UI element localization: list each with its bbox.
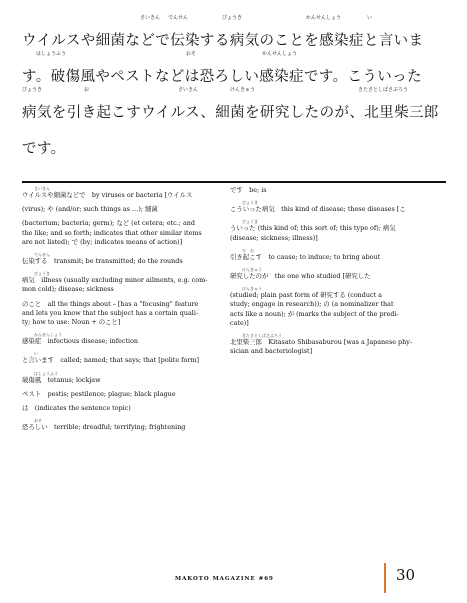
vocab-term: 北里柴三郎 [230, 338, 262, 347]
passage-line [22, 122, 442, 158]
furigana: びょうき [222, 15, 243, 21]
vocab-term: と言います [22, 356, 54, 365]
vocab-definition: called; named; that says; that [polite form] [60, 356, 199, 365]
vocab-definition: all the things about – [has a "focusing" feature [47, 299, 199, 308]
vocab-line [230, 186, 445, 195]
page-number: 30 [396, 566, 416, 584]
passage-text: ウイルスや細菌などで伝染する病気のことを感染症と言いま [22, 33, 424, 49]
furigana: びょうき [22, 87, 43, 93]
vocab-term: 伝染する [22, 257, 48, 266]
furigana: い [367, 15, 373, 21]
vocab-definition: be; is [249, 186, 267, 194]
vocab-term: です [230, 186, 243, 194]
section-divider [22, 181, 446, 183]
vocab-term: 破傷風 [22, 375, 42, 384]
page-accent-bar [384, 563, 386, 593]
vocab-line [230, 253, 445, 262]
vocab-line [230, 338, 445, 347]
vocab-line [22, 300, 222, 309]
vocab-reading: でんせん [34, 252, 50, 258]
vocab-term: ペスト [22, 389, 42, 398]
magazine-title: MAKOTO MAGAZINE #69 [175, 576, 274, 582]
vocab-definition: Kitasato Shibasaburou [was a Japanese phy- [268, 338, 413, 347]
vocab-definition-continued: and lets you know that the subject has a certain quali- [22, 308, 199, 317]
vocab-reading: きたさとしばさぶろう [242, 333, 282, 339]
passage-line [22, 86, 442, 122]
vocab-reading: けんきゅう [242, 267, 262, 273]
furigana: かんせんしょう [262, 51, 298, 57]
vocab-definition-continued: ty; how to use: Noun + のこと] [22, 318, 121, 327]
vocabulary-column-left [22, 186, 222, 437]
vocab-term: 引き起こす [230, 252, 262, 261]
vocab-definition-continued: the like; and so forth; indicates that other similar items [22, 228, 202, 237]
vocab-line [22, 376, 222, 385]
vocab-reading: さいきん [34, 186, 50, 191]
vocab-entry [22, 371, 222, 385]
vocab-term: 恐ろしい [22, 423, 48, 432]
vocab-definition: this kind of disease; these diseases [こ [281, 205, 406, 214]
vocab-term: 感染症 [22, 337, 42, 346]
vocab-definition-continued: are not listed); で (by; indicates means of action)] [22, 237, 183, 246]
vocab-definition-continued: acts like a noun); が (marks the subject of the predi- [230, 309, 399, 318]
vocab-line [22, 257, 222, 266]
vocab-entry [230, 286, 445, 328]
vocab-definition: (indicates the sentence topic) [34, 404, 131, 413]
vocab-entry [22, 300, 222, 328]
vocab-definition: transmit; be transmitted; do the rounds [53, 257, 183, 266]
vocab-entry [230, 186, 445, 195]
vocab-line [230, 224, 445, 233]
vocab-line [22, 404, 222, 413]
vocab-term: こういった病気 [230, 205, 275, 214]
vocab-entry [22, 404, 222, 413]
furigana: でんせん [168, 15, 189, 21]
furigana: かんせんしょう [306, 15, 342, 21]
vocab-entry [22, 390, 222, 399]
passage-text: 病気を引き起こすウイルス、細菌を研究したのが、北里柴三郎 [22, 105, 439, 121]
vocab-definition: pestis; pestilence; plague; black plague [47, 389, 176, 398]
furigana: けんきゅう [230, 87, 256, 93]
vocab-entry [22, 351, 222, 365]
vocab-definition-continued: (disease; sickness; illness)] [230, 233, 318, 242]
furigana: さいきん [140, 15, 161, 21]
vocab-line [22, 205, 222, 214]
vocab-term: 研究したのが [230, 272, 269, 281]
passage-line [22, 14, 442, 50]
vocab-definition-continued: sician and bacteriologist] [230, 347, 313, 356]
vocab-definition: tetanus; lockjaw [47, 375, 101, 384]
vocab-entry [22, 418, 222, 432]
vocab-entry [22, 205, 222, 214]
vocab-term: は [22, 404, 29, 413]
vocab-line [22, 390, 222, 399]
furigana: きたさとしばさぶろう [358, 87, 409, 93]
vocab-definition: (studied; plain past form of 研究する (conduct a [230, 291, 382, 300]
passage-text: です。 [22, 141, 66, 157]
furigana: お [84, 87, 90, 93]
vocab-line [22, 423, 222, 432]
vocab-entry [230, 333, 445, 356]
vocab-definition: infectious disease; infection [47, 337, 139, 346]
vocab-entry [22, 332, 222, 346]
furigana: おそ [186, 51, 197, 57]
vocab-entry [22, 271, 222, 294]
vocab-term: のこと [22, 299, 42, 308]
vocab-reading: い [34, 351, 38, 357]
vocab-definition-continued: mon cold); disease; sickness [22, 285, 114, 294]
vocab-line [22, 191, 222, 200]
vocab-reading: おそ [34, 418, 42, 424]
vocab-term: 病気 [22, 276, 35, 285]
vocab-entry [230, 248, 445, 262]
vocab-reading: けんきゅう [242, 286, 262, 292]
vocab-entry [22, 252, 222, 266]
vocab-entry [22, 186, 222, 200]
vocab-reading: びょうき [242, 200, 258, 206]
vocab-definition: ういった (this kind of; this sort of; this type of); 病気 [230, 224, 396, 233]
vocab-line [230, 272, 445, 281]
vocab-line [230, 291, 445, 300]
vocab-definition: the one who studied [研究した [274, 272, 371, 281]
vocab-term: ウイルスや細菌などで [22, 191, 86, 199]
vocab-definition: to cause; to induce; to bring about [268, 252, 381, 261]
vocab-definition: by viruses or bacteria [ウイルス [91, 191, 193, 199]
vocab-entry [230, 200, 445, 214]
vocab-definition: (bacterium; bacteria; germ); など (et cetera; etc.; and [22, 219, 195, 228]
vocab-definition: terrible; dreadful; terrifying; frightening [53, 423, 186, 432]
vocab-line [22, 337, 222, 346]
furigana: さいきん [178, 87, 199, 93]
vocab-definition-continued: study; engage in research)); の (a nominalizer that [230, 300, 394, 309]
vocab-reading: ひ お [242, 247, 254, 253]
vocab-definition-continued: cate)] [230, 318, 249, 327]
vocab-definition: illness (usually excluding minor ailments, e.g. com- [41, 276, 208, 285]
vocab-entry [230, 219, 445, 242]
vocab-line [22, 276, 222, 285]
vocab-line [22, 219, 222, 228]
vocabulary-column-right [230, 186, 445, 361]
reading-passage [22, 14, 442, 158]
passage-text: す。破傷風やペストなどは恐ろしい感染症です。こういった [22, 69, 422, 85]
vocab-reading: びょうき [34, 271, 50, 277]
vocab-line [230, 205, 445, 214]
vocab-line [22, 356, 222, 365]
vocab-reading: かんせんしょう [34, 332, 62, 338]
vocab-reading: はしょうふう [34, 370, 58, 376]
vocab-reading: びょうき [242, 219, 258, 225]
vocab-entry [22, 219, 222, 247]
furigana: はしょうふう [36, 51, 67, 57]
passage-line [22, 50, 442, 86]
vocab-entry [230, 267, 445, 281]
vocab-definition: (virus); や (and/or; such things as …); 細菌 [22, 205, 158, 214]
